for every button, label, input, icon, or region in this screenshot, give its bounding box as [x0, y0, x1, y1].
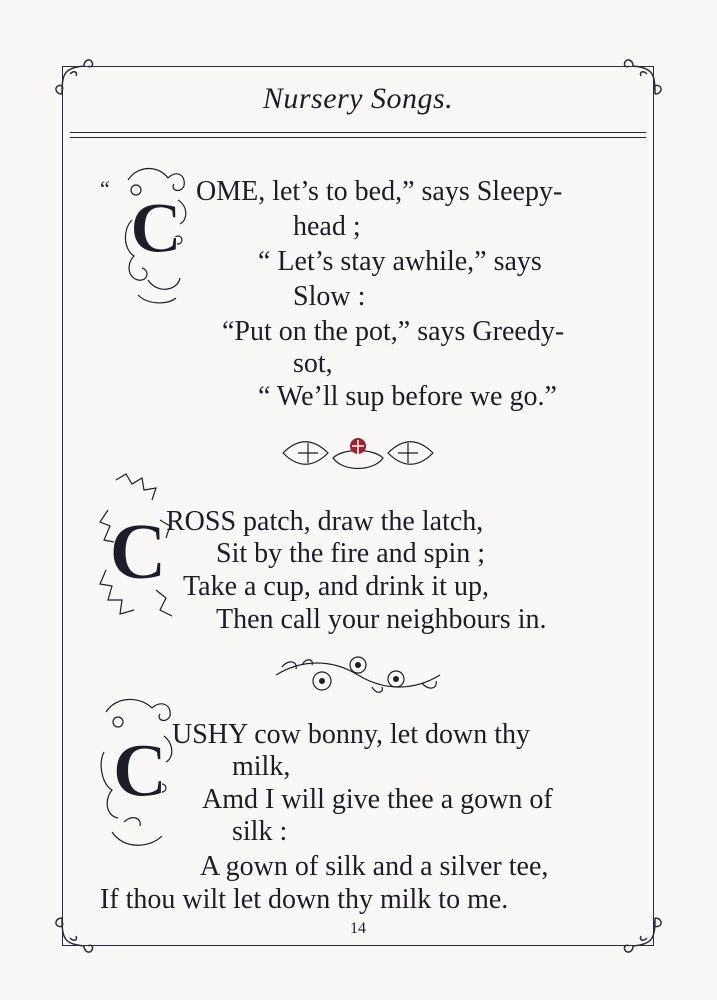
initial-letter: C	[112, 729, 168, 813]
header-rule	[70, 137, 646, 138]
text-line: Amd I will give thee a gown of	[202, 784, 553, 815]
initial-letter: C	[109, 508, 167, 596]
text-line: Sit by the fire and spin ;	[216, 538, 486, 569]
text-line: Take a cup, and drink it up,	[183, 571, 489, 602]
decorated-initial-icon	[118, 160, 194, 310]
page-title: Nursery Songs.	[262, 82, 454, 115]
initial-letter: C	[130, 188, 182, 268]
text-line: ROSS patch, draw the latch,	[166, 506, 484, 537]
text-line: “ We’ll sup before we go.”	[258, 381, 557, 412]
text-line: A gown of silk and a silver tee,	[200, 851, 549, 882]
page-number: 14	[350, 920, 366, 937]
text-line: If thou wilt let down thy milk to me.	[100, 884, 509, 915]
header-rule	[70, 132, 646, 133]
text-line: USHY cow bonny, let down thy	[172, 719, 531, 750]
text-line: Slow :	[293, 281, 366, 312]
text-line: Then call your neighbours in.	[216, 604, 547, 635]
floral-ornament-icon	[272, 653, 444, 697]
text-line: silk :	[232, 816, 288, 847]
text-line: “ Let’s stay awhile,” says	[258, 246, 542, 277]
text-line: “Put on the pot,” says Greedy-	[222, 316, 565, 347]
text-line: head ;	[293, 211, 361, 242]
text-line: “	[100, 176, 110, 201]
decorated-initial-icon	[98, 692, 182, 860]
text-line: sot,	[293, 348, 333, 379]
text-line: milk,	[232, 751, 291, 782]
floral-ornament-icon	[278, 428, 438, 478]
text-line: OME, let’s to bed,” says Sleepy-	[196, 176, 563, 207]
decorated-initial-icon	[96, 470, 180, 628]
